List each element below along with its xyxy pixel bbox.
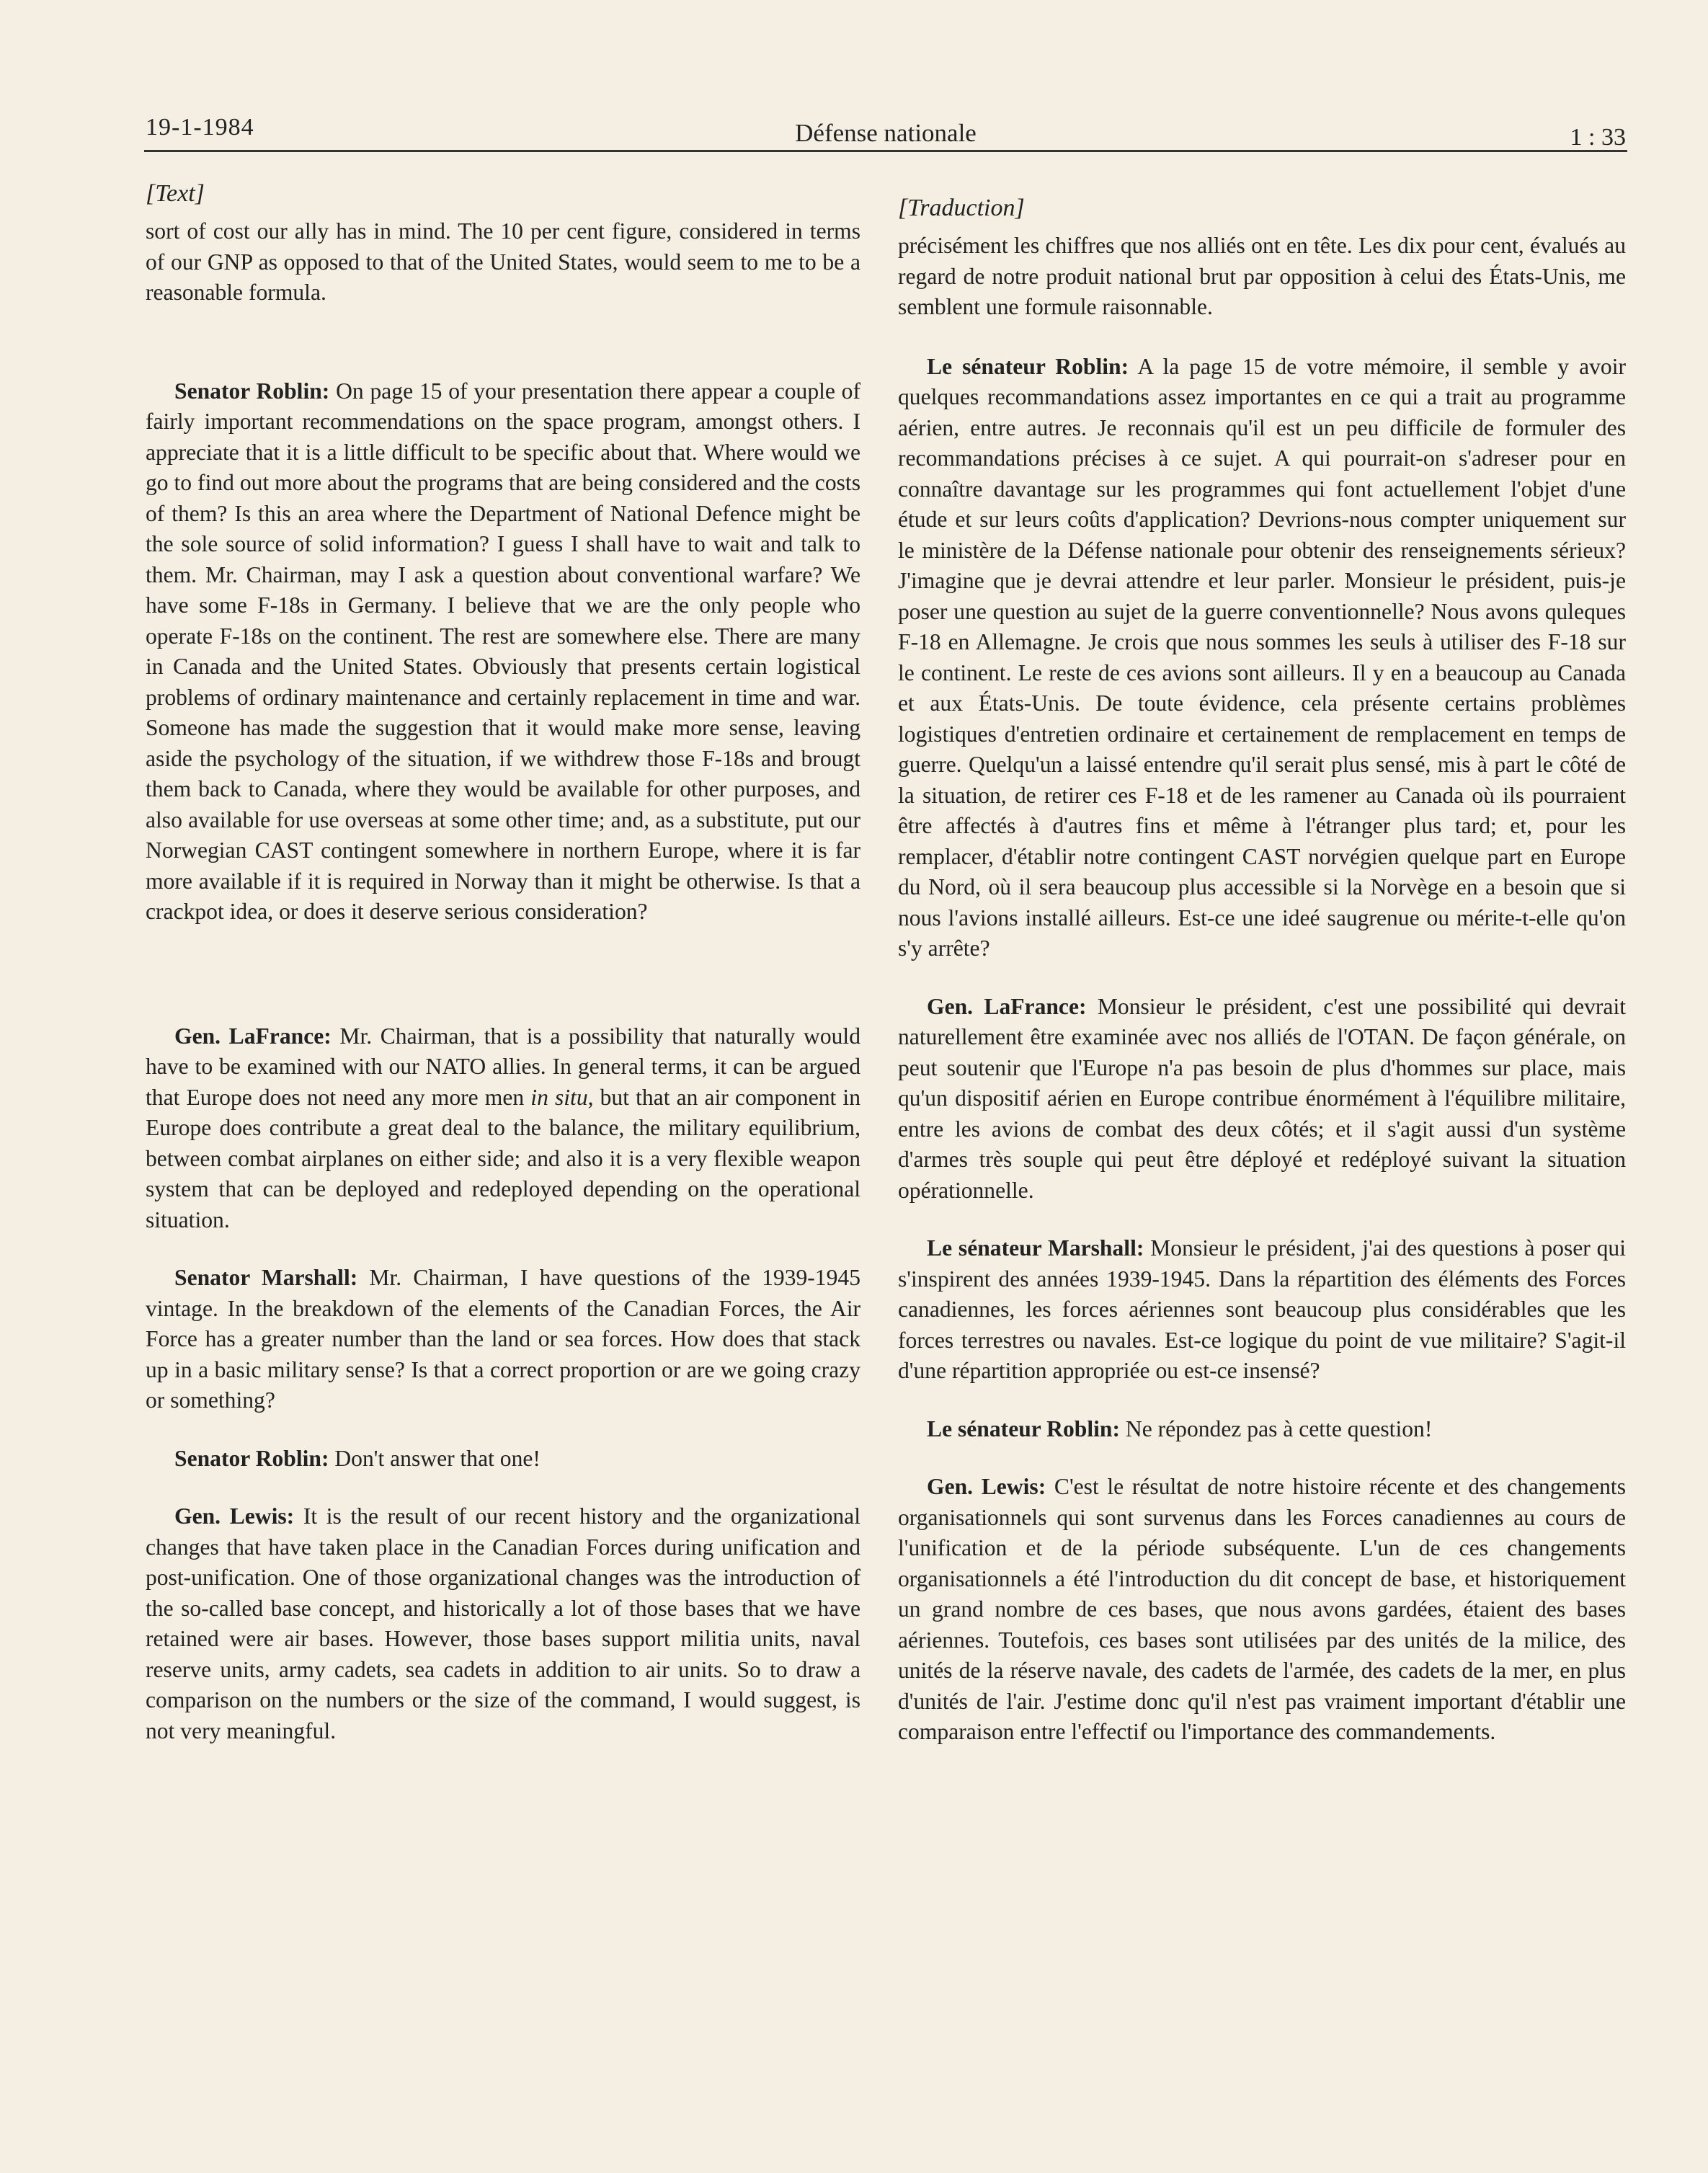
paragraph-text: sort of cost our ally has in mind. The 10 per cent figure, considered in terms of our GNP as opposed to that of the United States, would seem to me to be a reasonable formula. (146, 218, 860, 305)
paragraph-text: Ne répondez pas à cette question! (1119, 1416, 1433, 1441)
header-rule (144, 150, 1627, 152)
speaker-name: Senator Marshall: (174, 1265, 358, 1290)
paragraph (146, 1021, 860, 1236)
header-page-number: 1 : 33 (1570, 124, 1626, 151)
speaker-name: Gen. Lewis: (927, 1474, 1046, 1499)
paragraph-text: A la page 15 de votre mémoire, il semble y avoir quelques recommandations assez importantes en ce qui a trait au programme aérien, entre autres. Je reconnais qu'il est un peu difficile de formuler des recommandations précises à ce sujet. A qui pourrait-on s'adreser pour en connaître davantage sur les programmes qui font actuellement l'objet d'une étude et sur leurs coûts d'application? Devrions-nous compter uniquement sur le ministère de la Défense nationale pour obtenir des renseignements sérieux? J'imagine que je devrai attendre et leur parler. Monsieur le président, puis-je poser une question au sujet de la guerre conventionnelle? Nous avons quleques F-18 en Allemagne. Je crois que nous sommes les seuls à utiliser des F-18 sur le continent. Le reste de ces avions sont ailleurs. Il y en a beaucoup au Canada et aux États-Unis. De toute évidence, cela présente certains problèmes logistiques d'entretien ordinaire et certainement de remplacement en temps de guerre. Quelqu'un a laissé entendre qu'il serait plus sensé, mis à part le côté de la situation, de retirer ces F-18 et de les ramener au Canada où ils pourraient être affectés à d'autres fins et même à l'étranger plus tard; et, pour les remplacer, d'établir notre contingent CAST norvégien quelque part en Europe du Nord, où il sera beaucoup plus accessible si la Norvège en a besoin que si nous l'avions installé ailleurs. Est-ce une ideé saugrenue ou mérite-t-elle qu'on s'y arrête? (898, 353, 1626, 961)
column-tag: [Text] (146, 180, 205, 207)
speaker-name: Senator Roblin: (174, 1445, 329, 1471)
speaker-name: Senator Roblin: (174, 378, 330, 404)
english-column (146, 180, 860, 1746)
paragraph-text: , but that an air component in Europe does contribute a great deal to the balance, the military equilibrium, between combat airplanes on either side; and also it is a very flexible weapon system that can be deployed and redeployed depending on the operational situation. (146, 1084, 860, 1232)
paragraph (146, 1263, 860, 1416)
paragraph (898, 1414, 1626, 1445)
paragraph (146, 1501, 860, 1746)
french-column (898, 180, 1626, 1748)
paragraph-text: On page 15 of your presentation there appear a couple of fairly important recommendations on the space program, amongst others. I appreciate that it is a little difficult to be specific about that. Where would we go to find out more about the programs that are being considered and the costs of them? Is this an area where the Department of National Defence might be the sole source of solid information? I guess I shall have to wait and talk to them. Mr. Chairman, may I ask a question about conventional warfare? We have some F-18s in Germany. I believe that we are the only people who operate F-18s on the continent. The rest are somewhere else. There are many in Canada and the United States. Obviously that presents certain logistical problems of ordinary maintenance and certainly replacement in time and war. Someone has made the suggestion that it would make more sense, leaving aside the psychology of the situation, if we withdrew those F-18s and brougt them back to Canada, where they would be available for other purposes, and also available for use overseas at some other time; and, as a substitute, put our Norwegian CAST contingent somewhere in northern Europe, where it is far more available if it is required in Norway than it might be otherwise. Is that a crackpot idea, or does it deserve serious consideration? (146, 378, 860, 924)
italic-text: in situ (530, 1084, 588, 1110)
paragraph (898, 1233, 1626, 1387)
paragraph-text: Mr. Chairman, that is a possibility that naturally would have to be examined with our NATO allies. In general terms, it can be argued that Europe does not need any more men (146, 1023, 861, 1110)
header-title: Défense nationale (795, 119, 977, 147)
paragraph-text: It is the result of our recent history and the organizational changes that have taken place in the Canadian Forces during unification and post-unification. One of those organizational changes was the introduction of the so-called base concept, and historically a lot of those bases that we have retained were air bases. However, those bases support militia units, naval reserve units, army cadets, sea cadets in addition to air units. So to draw a comparison on the numbers or the size of the command, I would suggest, is not very meaningful. (146, 1503, 860, 1743)
header-date: 19-1-1984 (146, 114, 254, 141)
paragraph-text: Monsieur le président, c'est une possibilité qui devrait naturellement être examinée avec nos alliés de l'OTAN. De façon générale, on peut soutenir que l'Europe n'a pas besoin de plus d'hommes sur place, mais qu'un dispositif aérien en Europe contribue énormément à l'équilibre militaire, entre les avions de combat des deux côtés; et il s'agit aussi d'un système d'armes très souple qui peut être déployé et redéployé suivant la situation opérationnelle. (898, 993, 1627, 1203)
paragraph-text: Don't answer that one! (329, 1445, 541, 1471)
speaker-name: Le sénateur Roblin: (927, 1416, 1120, 1441)
paragraph (898, 992, 1626, 1207)
column-tag: [Traduction] (898, 195, 1025, 221)
paragraph (146, 1444, 860, 1475)
paragraph (146, 376, 860, 928)
paragraph (146, 216, 860, 308)
speaker-name: Gen. LaFrance: (174, 1023, 332, 1049)
speaker-name: Le sénateur Roblin: (927, 353, 1129, 379)
paragraph (898, 1472, 1626, 1748)
paragraph-text: Monsieur le président, j'ai des questions à poser qui s'inspirent des années 1939-1945. Dans la répartition des éléments des Forces canadiennes, les forces aériennes sont beaucoup plus considérables que les forces terrestres ou navales. Est-ce logique du point de vue militaire? S'agit-il d'une répartition appropriée ou est-ce insensé? (898, 1235, 1626, 1383)
speaker-name: Gen. LaFrance: (927, 993, 1087, 1019)
paragraph-text: précisément les chiffres que nos alliés ont en tête. Les dix pour cent, évalués au regard de notre produit national brut par opposition à celui des États-Unis, me semblent une formule raisonnable. (898, 233, 1626, 319)
speaker-name: Gen. Lewis: (174, 1503, 295, 1529)
speaker-name: Le sénateur Marshall: (927, 1235, 1144, 1261)
paragraph-text: C'est le résultat de notre histoire récente et des changements organisationnels qui sont survenus dans les Forces canadiennes au cours de l'unification et de la période subséquente. L'un de ces changements organisationnels a été l'introduction du dit concept de base, et historiquement un grand nombre de ces bases, que nous avons gardées, étaient des bases aériennes. Toutefois, ces bases sont utilisées par des unités de la milice, des unités de la réserve navale, des cadets de l'armée, des cadets de la mer, en plus d'unités de l'air. J'estime donc qu'il n'est pas vraiment important d'établir une comparaison entre l'effectif ou l'importance des commandements. (898, 1474, 1626, 1744)
paragraph-text: Mr. Chairman, I have questions of the 1939-1945 vintage. In the breakdown of the elements of the Canadian Forces, the Air Force has a greater number than the land or sea forces. How does that stack up in a basic military sense? Is that a correct proportion or are we going crazy or something? (146, 1265, 860, 1413)
paragraph (898, 352, 1626, 964)
paragraph (898, 231, 1626, 323)
